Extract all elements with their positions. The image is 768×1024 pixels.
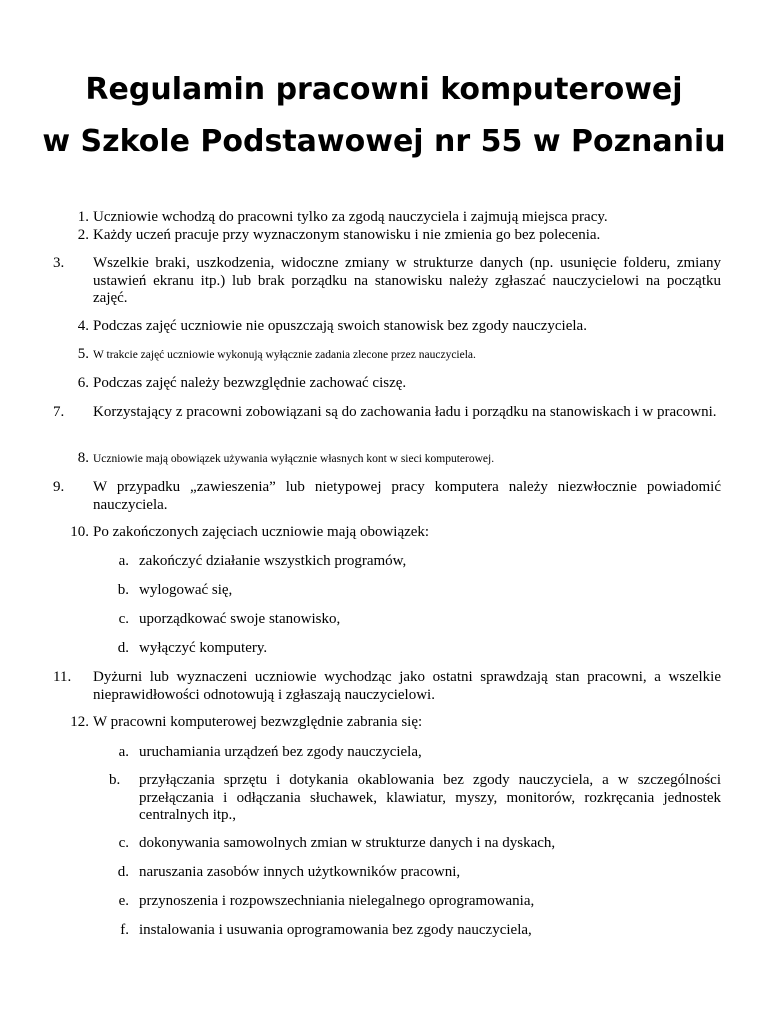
subitem-text: instalowania i usuwania oprogramowania bez zgody nauczyciela, [139,922,532,938]
rule-number: 1. [77,209,89,225]
rule-number: 3. [53,255,65,271]
rule-number: 12. [70,714,89,730]
subitem-text: uporządkować swoje stanowisko, [139,611,341,627]
rule-number: 11. [53,669,72,685]
subitem-letter: e. [118,893,129,909]
rule-text: Podczas zajęć uczniowie nie opuszczają swoich stanowisk bez zgody nauczyciela. [93,318,587,334]
subitem [117,864,721,882]
subitem-letter: a. [118,744,129,760]
subitem-letter: d. [117,864,129,880]
rule-item-5 [77,346,721,365]
subitem-text: dokonywania samowolnych zmian w strukturze danych i na dyskach, [139,835,556,851]
rule-number: 2. [77,227,89,243]
subitem-text: wylogować się, [139,582,233,598]
rule-text: Uczniowie wchodzą do pracowni tylko za zgodą nauczyciela i zajmują miejsca pracy. [93,209,608,225]
rule-item-9 [53,479,721,514]
rule-item-11 [53,669,721,704]
rule-text: Po zakończonych zajęciach uczniowie mają obowiązek: [93,524,430,540]
rule-text: Wszelkie braki, uszkodzenia, widoczne zmiany w strukturze danych (np. usunięcie folderu, zmiany ustawień ekranu itp.) lub brak porządku na stanowisku należy zgłaszać nauczycielowi na początku zajęć. [93,255,721,306]
rule-text: W pracowni komputerowej bezwzględnie zabrania się: [93,714,423,730]
subitem-text: przyłączania sprzętu i dotykania okablowania bez zgody nauczyciela, a w szczególności przełączania i odłączania słuchawek, klawiatur, myszy, monitorów, rozkręcania jednostek centralnych itp., [139,772,721,823]
subitem-text: przynoszenia i rozpowszechniania nielegalnego oprogramowania, [139,893,535,909]
rule-item-12 [70,714,721,732]
rule-number: 9. [53,479,65,495]
subitem-letter: a. [118,553,129,569]
rule-text: Uczniowie mają obowiązek używania wyłącznie własnych kont w sieci komputerowej. [93,453,495,465]
subitem [118,893,721,911]
rule-item-3 [53,255,721,308]
subitem [118,553,721,571]
subitem [120,922,721,940]
rule-text: Każdy uczeń pracuje przy wyznaczonym stanowisku i nie zmienia go bez polecenia. [93,227,601,243]
rule-number: 5. [77,346,89,362]
subitem-letter: f. [120,922,129,938]
rule-text: Korzystający z pracowni zobowiązani są do zachowania ładu i porządku na stanowiskach i w pracowni. [93,404,717,420]
document-subtitle: w Szkole Podstawowej nr 55 w Poznaniu [42,124,726,159]
subitem [118,835,721,853]
subitem [109,772,721,825]
rule-number: 7. [53,404,65,420]
subitem-letter: c. [118,611,129,627]
subitem [118,611,721,629]
rule-item-4 [77,318,721,336]
rule-text: W przypadku „zawieszenia” lub nietypowej pracy komputera należy niezwłocznie powiadomić nauczyciela. [93,479,721,513]
subitem-letter: c. [118,835,129,851]
subitem [117,582,721,600]
rule-number: 6. [77,375,89,391]
document-title: Regulamin pracowni komputerowej [85,72,683,107]
rule-item-7 [53,404,721,422]
subitem [118,744,721,762]
subitem-text: wyłączyć komputery. [139,640,268,656]
subitem-letter: b. [117,582,129,598]
rule-text: Podczas zajęć należy bezwzględnie zachować ciszę. [93,375,407,391]
rule-item-6 [77,375,721,393]
rule-number: 8. [77,450,89,466]
rule-item-1 [77,209,721,227]
rule-item-10 [70,524,721,542]
rule-item-2 [77,227,721,245]
rule-text: Dyżurni lub wyznaczeni uczniowie wychodząc jako ostatni sprawdzają stan pracowni, a wszelkie nieprawidłowości odnotowują i zgłaszają nauczycielowi. [93,669,721,703]
rule-item-8 [77,450,721,469]
subitem [117,640,721,658]
rule-number: 4. [77,318,89,334]
rule-text: W trakcie zajęć uczniowie wykonują wyłącznie zadania zlecone przez nauczyciela. [93,349,476,361]
subitem-text: zakończyć działanie wszystkich programów, [139,553,407,569]
subitem-letter: d. [117,640,129,656]
subitem-text: naruszania zasobów innych użytkowników pracowni, [139,864,461,880]
rule-number: 10. [70,524,89,540]
subitem-letter: b. [109,772,121,788]
subitem-text: uruchamiania urządzeń bez zgody nauczyciela, [139,744,422,760]
